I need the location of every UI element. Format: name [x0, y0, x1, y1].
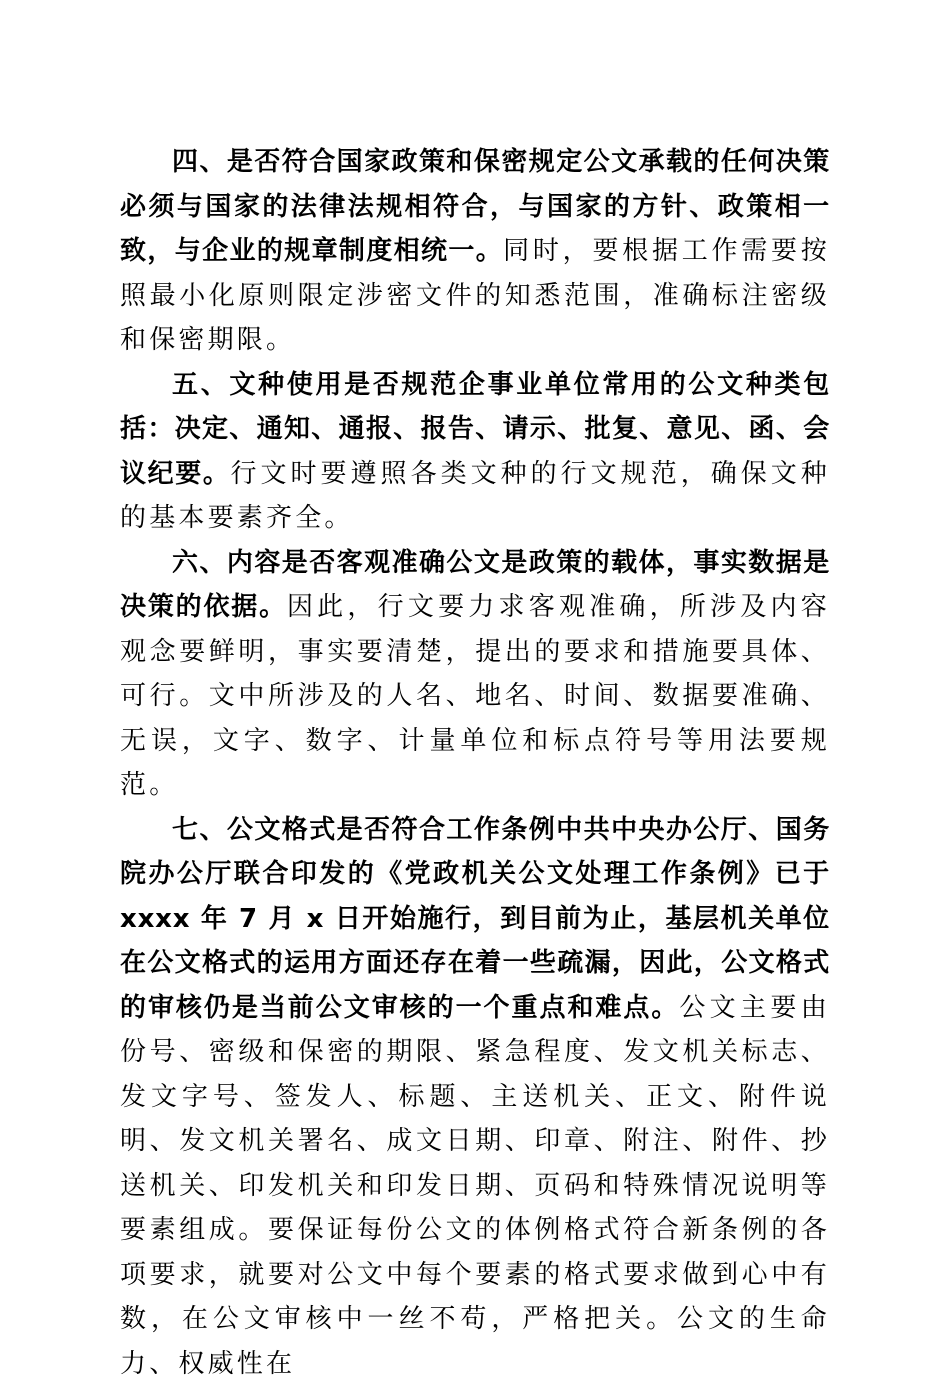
paragraph-heading: 六、内容是否客观准确公文是政策的载体，事实数据是决策的依据。 [120, 548, 830, 623]
paragraph-content-accuracy [120, 541, 830, 808]
paragraph-document-format [120, 808, 830, 1386]
paragraph-body: 行文时要遵照各类文种的行文规范，确保文种的基本要素齐全。 [120, 459, 830, 534]
paragraph-body: 公文主要由份号、密级和保密的期限、紧急程度、发文机关标志、发文字号、签发人、标题、主送机关、正文、附件说明、发文机关署名、成文日期、印章、附注、附件、抄送机关、印发机关和印发日期、页码和特殊情况说明等要素组成。要保证每份公文的体例格式符合新条例的各项要求，就要对公文中每个要素的格式要求做到心中有数，在公文审核中一丝不苟，严格把关。公文的生命力、权威性在 [120, 993, 830, 1379]
paragraph-heading: 五、文种使用是否规范企事业单位常用的公文种类包括：决定、通知、通报、报告、请示、批复、意见、函、会议纪要。 [120, 370, 830, 489]
paragraph-body: 同时，要根据工作需要按照最小化原则限定涉密文件的知悉范围，准确标注密级和保密期限。 [120, 236, 830, 355]
paragraph-document-types [120, 363, 830, 541]
paragraph-body: 因此，行文要力求客观准确，所涉及内容观念要鲜明，事实要清楚，提出的要求和措施要具体、可行。文中所涉及的人名、地名、时间、数据要准确、无误，文字、数字、计量单位和标点符号等用法要规范。 [120, 592, 830, 800]
paragraph-policy-confidentiality [120, 140, 830, 363]
paragraph-heading: 四、是否符合国家政策和保密规定公文承载的任何决策必须与国家的法律法规相符合，与国家的方针、政策相一致，与企业的规章制度相统一。 [120, 147, 830, 266]
document-page [120, 140, 830, 1386]
paragraph-heading: 七、公文格式是否符合工作条例中共中央办公厅、国务院办公厅联合印发的《党政机关公文处理工作条例》已于 xxxx 年 7 月 x 日开始施行，到目前为止，基层机关单位在公文格式的运用方面还存在着一些疏漏，因此，公文格式的审核仍是当前公文审核的一个重点和难点。 [120, 815, 830, 1023]
